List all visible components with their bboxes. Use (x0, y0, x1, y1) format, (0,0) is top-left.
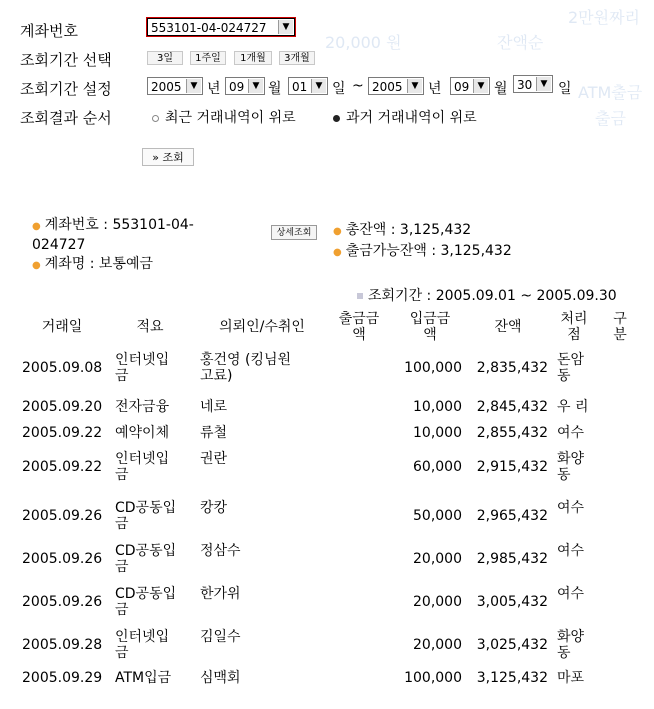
cell-branch-line: 여수 (557, 500, 585, 516)
cell-summary-line: CD공동입 (115, 543, 177, 559)
cell-deposit: 50,000 (413, 508, 462, 524)
cell-branch (557, 352, 607, 384)
range-tilde: ~ (352, 78, 364, 94)
bullet-icon: ● (32, 260, 41, 271)
cell-summary (115, 352, 195, 384)
cell-branch-line: 여수 (557, 543, 585, 559)
cell-summary-line: 인터넷입 (115, 629, 170, 645)
header-balance: 잔액 (494, 319, 522, 335)
header-withdrawal (333, 311, 385, 343)
cell-branch (557, 500, 607, 516)
cell-balance: 2,835,432 (476, 360, 548, 376)
header-branch (556, 311, 592, 343)
cell-summary (115, 629, 195, 661)
cell-summary-line: 금 (115, 368, 129, 384)
cell-deposit: 10,000 (413, 425, 462, 441)
cell-party-line: 류철 (200, 425, 228, 441)
cell-party (200, 543, 320, 559)
cell-party-line: 고료) (200, 368, 233, 384)
cell-deposit: 20,000 (413, 594, 462, 610)
lookup-button[interactable]: » 조회 (142, 148, 194, 166)
header-branch-line2: 점 (567, 327, 581, 343)
cell-balance: 2,915,432 (476, 459, 548, 475)
cell-party (200, 425, 320, 441)
cell-summary-line: 금 (115, 467, 129, 483)
cell-summary (115, 670, 195, 686)
account-select-value: 553101-04-024727 (151, 21, 267, 35)
cell-summary-line: 금 (115, 516, 129, 532)
bullet-icon: ● (333, 226, 342, 237)
square-bullet-icon (357, 293, 363, 299)
cell-balance: 3,125,432 (476, 670, 548, 686)
cell-summary-line: ATM입금 (115, 670, 172, 686)
cell-branch-line: 동 (557, 368, 571, 384)
cell-branch (557, 670, 607, 686)
order-past-label: 과거 거래내역이 위로 (346, 110, 477, 126)
cell-summary-line: CD공동입 (115, 586, 177, 602)
period-select-label: 조회기간 선택 (20, 51, 112, 69)
cell-branch (557, 586, 607, 602)
order-recent-label: 최근 거래내역이 위로 (165, 110, 296, 126)
cell-branch-line: 화양 (557, 629, 585, 645)
period-3month-button[interactable]: 3개월 (279, 51, 315, 65)
cell-summary (115, 425, 195, 441)
cell-date: 2005.09.28 (22, 637, 103, 653)
cell-date: 2005.09.20 (22, 399, 103, 415)
cell-branch-line: 동 (557, 645, 571, 661)
start-day-value: 01 (292, 80, 308, 94)
header-withdrawal-line1: 출금금 (338, 311, 380, 327)
end-year-value: 2005 (372, 80, 403, 94)
header-category-line1: 구 (613, 311, 627, 327)
header-deposit-line1: 입금금 (409, 311, 451, 327)
cell-summary (115, 586, 195, 618)
account-label: 계좌번호 (20, 22, 78, 40)
bullet-icon: ● (32, 221, 41, 232)
start-day-unit: 일 (332, 81, 346, 97)
period-1week-button[interactable]: 1주일 (190, 51, 226, 65)
cell-summary-line: 예약이체 (115, 425, 170, 441)
cell-party-line: 정삼수 (200, 543, 241, 559)
cell-deposit: 20,000 (413, 551, 462, 567)
start-year-select[interactable] (147, 77, 203, 95)
cell-deposit: 10,000 (413, 399, 462, 415)
chevron-down-icon: ▼ (536, 77, 551, 91)
cell-summary-line: 금 (115, 645, 129, 661)
end-year-unit: 년 (428, 81, 442, 97)
background-text-5: 출금 (595, 109, 626, 128)
chevron-down-icon: ▼ (248, 79, 263, 93)
total-balance (333, 221, 471, 241)
cell-deposit: 60,000 (413, 459, 462, 475)
cell-branch (557, 543, 607, 559)
cell-party-line: 심맥회 (200, 670, 241, 686)
period-set-label: 조회기간 설정 (20, 80, 112, 98)
end-month-select[interactable] (450, 77, 490, 95)
end-day-select[interactable] (513, 75, 553, 93)
cell-balance: 3,025,432 (476, 637, 548, 653)
cell-party (200, 352, 320, 384)
cell-branch-line: 화양 (557, 451, 585, 467)
background-text-2: 잔액순 (497, 33, 544, 52)
cell-date: 2005.09.26 (22, 508, 103, 524)
cell-date: 2005.09.22 (22, 425, 103, 441)
chevron-down-icon: ▼ (278, 20, 293, 34)
total-balance-text: 총잔액 : 3,125,432 (345, 222, 472, 238)
account-select[interactable] (147, 18, 295, 36)
cell-branch-line: 여수 (557, 425, 585, 441)
detail-lookup-button[interactable]: 상세조회 (271, 225, 317, 240)
cell-deposit: 20,000 (413, 637, 462, 653)
end-day-value: 30 (517, 78, 533, 92)
cell-branch (557, 451, 607, 483)
header-deposit-line2: 액 (423, 327, 437, 343)
order-past-radio[interactable] (333, 107, 477, 127)
header-summary: 적요 (136, 319, 164, 335)
start-month-select[interactable] (225, 77, 265, 95)
cell-party (200, 629, 320, 645)
account-number-line1: 계좌번호 : 553101-04- (44, 217, 194, 233)
cell-branch-line: 동 (557, 467, 571, 483)
cell-summary (115, 451, 195, 483)
cell-party (200, 500, 320, 516)
start-year-unit: 년 (207, 81, 221, 97)
available-balance-text: 출금가능잔액 : 3,125,432 (345, 243, 512, 259)
cell-summary (115, 543, 195, 575)
header-party: 의뢰인/수취인 (219, 319, 305, 335)
cell-branch-line: 마포 (557, 670, 585, 686)
available-balance (333, 242, 512, 262)
cell-party-line: 홍건영 (킹님원 (200, 352, 292, 368)
radio-selected-icon (333, 115, 340, 122)
order-label: 조회결과 순서 (20, 109, 112, 127)
cell-branch (557, 425, 607, 441)
header-branch-line1: 처리 (560, 311, 588, 327)
period-3day-button[interactable]: 3일 (147, 51, 183, 65)
background-text-1: 20,000 원 (325, 33, 402, 52)
background-text-4: ATM출금 (578, 83, 643, 102)
chevron-down-icon: ▼ (473, 79, 488, 93)
radio-empty-icon (152, 115, 159, 122)
header-date: 거래일 (41, 319, 83, 335)
background-text-3: 2만원짜리 (568, 8, 641, 27)
end-year-select[interactable] (368, 77, 424, 95)
period-1month-button[interactable]: 1개월 (234, 51, 272, 65)
start-year-value: 2005 (151, 80, 182, 94)
cell-balance: 2,855,432 (476, 425, 548, 441)
cell-party (200, 586, 320, 602)
cell-balance: 3,005,432 (476, 594, 548, 610)
cell-branch (557, 629, 607, 661)
end-month-unit: 월 (494, 81, 508, 97)
cell-date: 2005.09.26 (22, 551, 103, 567)
cell-party-line: 캉캉 (200, 500, 228, 516)
account-name-text: 계좌명 : 보통예금 (44, 256, 154, 272)
cell-party-line: 권란 (200, 451, 228, 467)
account-number (32, 216, 242, 255)
cell-summary-line: 인터넷입 (115, 451, 170, 467)
cell-summary-line: 인터넷입 (115, 352, 170, 368)
cell-date: 2005.09.22 (22, 459, 103, 475)
cell-balance: 2,985,432 (476, 551, 548, 567)
header-withdrawal-line2: 액 (352, 327, 366, 343)
header-category-line2: 분 (613, 327, 627, 343)
cell-summary (115, 500, 195, 532)
start-month-value: 09 (229, 80, 245, 94)
cell-party-line: 한가위 (200, 586, 241, 602)
start-day-select[interactable] (288, 77, 328, 95)
period-display (357, 285, 617, 305)
cell-party (200, 399, 320, 415)
cell-date: 2005.09.29 (22, 670, 103, 686)
header-deposit (404, 311, 456, 343)
cell-branch (557, 399, 607, 415)
chevron-down-icon: ▼ (311, 79, 326, 93)
cell-balance: 2,845,432 (476, 399, 548, 415)
end-month-value: 09 (454, 80, 470, 94)
bullet-icon: ● (333, 247, 342, 258)
cell-party-line: 김일수 (200, 629, 241, 645)
cell-date: 2005.09.08 (22, 360, 103, 376)
start-month-unit: 월 (268, 81, 282, 97)
cell-branch-line: 돈암 (557, 352, 585, 368)
cell-party-line: 네로 (200, 399, 228, 415)
account-number-line2: 024727 (32, 237, 86, 253)
order-recent-radio[interactable] (152, 107, 296, 127)
cell-party (200, 670, 320, 686)
cell-deposit: 100,000 (404, 360, 462, 376)
chevron-down-icon: ▼ (407, 79, 422, 93)
end-day-unit: 일 (558, 81, 572, 97)
period-display-text: 조회기간 : 2005.09.01 ~ 2005.09.30 (368, 288, 617, 304)
cell-branch-line: 여수 (557, 586, 585, 602)
cell-branch-line: 우 리 (557, 399, 589, 415)
cell-date: 2005.09.26 (22, 594, 103, 610)
cell-summary-line: 전자금융 (115, 399, 170, 415)
cell-party (200, 451, 320, 467)
chevron-down-icon: ▼ (186, 79, 201, 93)
cell-summary (115, 399, 195, 415)
cell-summary-line: CD공동입 (115, 500, 177, 516)
header-category (610, 311, 630, 343)
cell-deposit: 100,000 (404, 670, 462, 686)
account-name (32, 255, 153, 275)
cell-summary-line: 금 (115, 602, 129, 618)
cell-balance: 2,965,432 (476, 508, 548, 524)
cell-summary-line: 금 (115, 559, 129, 575)
